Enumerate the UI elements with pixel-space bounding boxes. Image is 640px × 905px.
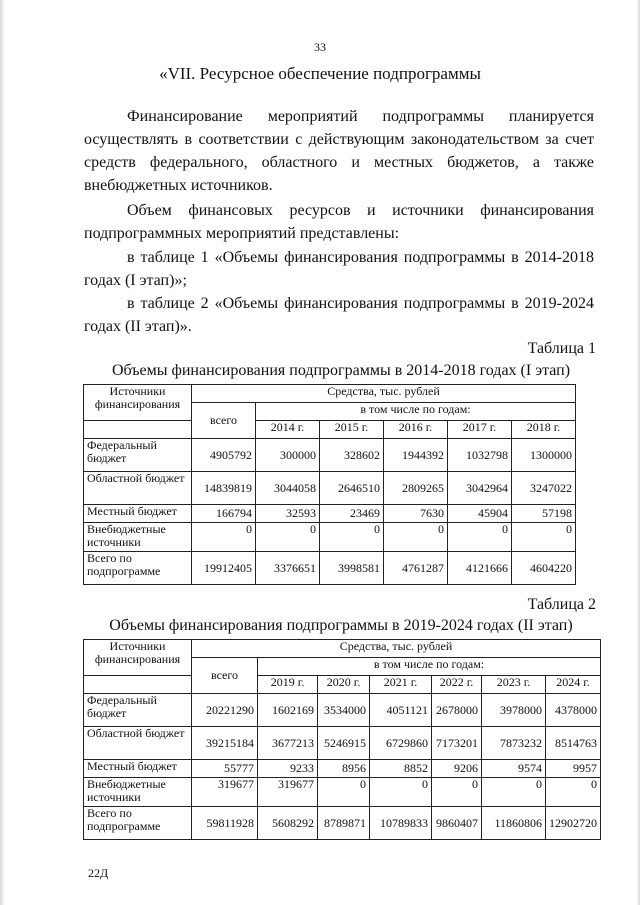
table2-header-byyear: в том числе по годам: <box>258 658 601 676</box>
paragraph-resources: Объем финансовых ресурсов и источники финансирования подпрограммных мероприятий представлены: <box>84 202 594 242</box>
table-row <box>84 552 576 585</box>
table-row <box>84 523 576 552</box>
table2-value-cell: 8514763 <box>546 727 601 760</box>
table2-header-year: 2024 г. <box>546 676 601 694</box>
table2-header-funds: Средства, тыс. рублей <box>192 640 601 658</box>
table2 <box>83 639 601 840</box>
table2-total-cell: 59811928 <box>192 807 258 840</box>
table2-total-cell: 20221290 <box>192 694 258 727</box>
table2-source-cell: Областной бюджет <box>84 727 192 760</box>
footer-code: 22Д <box>88 866 109 880</box>
table1-header-total: всего <box>192 403 256 439</box>
table2-value-cell: 9206 <box>432 760 482 778</box>
table1-value-cell: 3247022 <box>512 472 576 505</box>
table1-value-cell: 300000 <box>256 439 320 472</box>
table2-total-cell: 39215184 <box>192 727 258 760</box>
table1-value-cell: 4604220 <box>512 552 576 585</box>
table2-value-cell: 1602169 <box>258 694 318 727</box>
table1-header-year: 2016 г. <box>384 421 448 439</box>
table1-value-cell: 4761287 <box>384 552 448 585</box>
table2-source-cell: Всего по подпрограмме <box>84 807 192 840</box>
table2-header-sources: Источники финансирования <box>84 640 192 676</box>
table2-source-cell: Внебюджетные источники <box>84 778 192 807</box>
table1-value-cell: 0 <box>448 523 512 552</box>
table2-header-total: всего <box>192 658 258 694</box>
table1-value-cell: 32593 <box>256 505 320 523</box>
table2-header-year: 2023 г. <box>482 676 546 694</box>
table1-value-cell: 0 <box>320 523 384 552</box>
table-row <box>84 760 601 778</box>
table2-value-cell: 4378000 <box>546 694 601 727</box>
table2-value-cell: 8789871 <box>318 807 370 840</box>
table1-source-cell: Местный бюджет <box>84 505 192 523</box>
table1-value-cell: 0 <box>384 523 448 552</box>
table2-title: Объемы финансирования подпрограммы в 2019-2024 годах (II этап) <box>109 617 573 634</box>
table-row <box>84 807 601 840</box>
paragraph-financing: Финансирование мероприятий подпрограммы планируется осуществлять в соответствии с действующим законодательством за счет средств федерального, областного и местных бюджетов, а также внебюджетных источников. <box>84 108 594 194</box>
table1-value-cell: 0 <box>256 523 320 552</box>
table2-value-cell: 12902720 <box>546 807 601 840</box>
table-row <box>84 472 576 505</box>
table2-value-cell: 0 <box>546 778 601 807</box>
table2-value-cell: 4051121 <box>370 694 432 727</box>
table1-value-cell: 23469 <box>320 505 384 523</box>
table2-value-cell: 9574 <box>482 760 546 778</box>
table1-value-cell: 7630 <box>384 505 448 523</box>
table2-value-cell: 6729860 <box>370 727 432 760</box>
table1-value-cell: 328602 <box>320 439 384 472</box>
table-row <box>84 694 601 727</box>
page-number: 33 <box>314 40 326 54</box>
table2-total-cell: 55777 <box>192 760 258 778</box>
paragraph-table1-ref: в таблице 1 «Объемы финансирования подпрограммы в 2014-2018 годах (I этап)»; <box>84 249 594 289</box>
table2-value-cell: 0 <box>432 778 482 807</box>
table1-header-funds: Средства, тыс. рублей <box>192 385 576 403</box>
table-row <box>84 778 601 807</box>
table1-header-year: 2014 г. <box>256 421 320 439</box>
table2-value-cell: 3677213 <box>258 727 318 760</box>
table1-value-cell: 3044058 <box>256 472 320 505</box>
table1-value-cell: 2646510 <box>320 472 384 505</box>
table2-value-cell: 10789833 <box>370 807 432 840</box>
table2-value-cell: 9957 <box>546 760 601 778</box>
table-row <box>84 727 601 760</box>
table1 <box>83 384 576 585</box>
table2-value-cell: 0 <box>318 778 370 807</box>
table1-source-cell: Федеральный бюджет <box>84 439 192 472</box>
table-row <box>84 505 576 523</box>
table1-total-cell: 0 <box>192 523 256 552</box>
table1-source-cell: Областной бюджет <box>84 472 192 505</box>
table1-value-cell: 3998581 <box>320 552 384 585</box>
table1-value-cell: 3042964 <box>448 472 512 505</box>
table1-header-year: 2018 г. <box>512 421 576 439</box>
table2-value-cell: 0 <box>370 778 432 807</box>
table2-source-cell: Местный бюджет <box>84 760 192 778</box>
table2-source-cell: Федеральный бюджет <box>84 694 192 727</box>
table2-value-cell: 3534000 <box>318 694 370 727</box>
table1-header-year: 2015 г. <box>320 421 384 439</box>
section-heading: «VII. Ресурсное обеспечение подпрограммы <box>159 64 481 83</box>
table2-header-year: 2020 г. <box>318 676 370 694</box>
table1-value-cell: 0 <box>512 523 576 552</box>
table1-total-cell: 14839819 <box>192 472 256 505</box>
table1-value-cell: 45904 <box>448 505 512 523</box>
table2-value-cell: 0 <box>482 778 546 807</box>
table1-value-cell: 2809265 <box>384 472 448 505</box>
table1-value-cell: 1944392 <box>384 439 448 472</box>
table1-value-cell: 1032798 <box>448 439 512 472</box>
table2-value-cell: 2678000 <box>432 694 482 727</box>
table1-header-sources: Источники финансирования <box>84 385 192 421</box>
table1-label: Таблица 1 <box>527 340 596 357</box>
table2-value-cell: 5246915 <box>318 727 370 760</box>
table2-value-cell: 8852 <box>370 760 432 778</box>
table2-label: Таблица 2 <box>527 596 596 613</box>
table2-header-blank <box>84 676 192 694</box>
table2-value-cell: 7873232 <box>482 727 546 760</box>
table1-title: Объемы финансирования подпрограммы в 2014-2018 годах (I этап) <box>111 362 571 379</box>
table2-header-year: 2021 г. <box>370 676 432 694</box>
page-edge-left <box>0 0 4 905</box>
table2-value-cell: 7173201 <box>432 727 482 760</box>
table2-value-cell: 9860407 <box>432 807 482 840</box>
table1-source-cell: Всего по подпрограмме <box>84 552 192 585</box>
table1-value-cell: 3376651 <box>256 552 320 585</box>
table2-value-cell: 11860806 <box>482 807 546 840</box>
table2-header-year: 2022 г. <box>432 676 482 694</box>
table1-header-byyear: в том числе по годам: <box>256 403 576 421</box>
table2-value-cell: 9233 <box>258 760 318 778</box>
table1-total-cell: 19912405 <box>192 552 256 585</box>
table-row <box>84 439 576 472</box>
table2-value-cell: 319677 <box>258 778 318 807</box>
table2-header-year: 2019 г. <box>258 676 318 694</box>
table1-value-cell: 4121666 <box>448 552 512 585</box>
table1-source-cell: Внебюджетные источники <box>84 523 192 552</box>
table1-header-blank <box>84 421 192 439</box>
table2-value-cell: 5608292 <box>258 807 318 840</box>
table2-value-cell: 8956 <box>318 760 370 778</box>
table1-total-cell: 166794 <box>192 505 256 523</box>
table2-total-cell: 319677 <box>192 778 258 807</box>
paragraph-table2-ref: в таблице 2 «Объемы финансирования подпрограммы в 2019-2024 годах (II этап)». <box>84 295 594 335</box>
table1-value-cell: 1300000 <box>512 439 576 472</box>
table1-header-year: 2017 г. <box>448 421 512 439</box>
table2-value-cell: 3978000 <box>482 694 546 727</box>
table1-value-cell: 57198 <box>512 505 576 523</box>
table1-total-cell: 4905792 <box>192 439 256 472</box>
